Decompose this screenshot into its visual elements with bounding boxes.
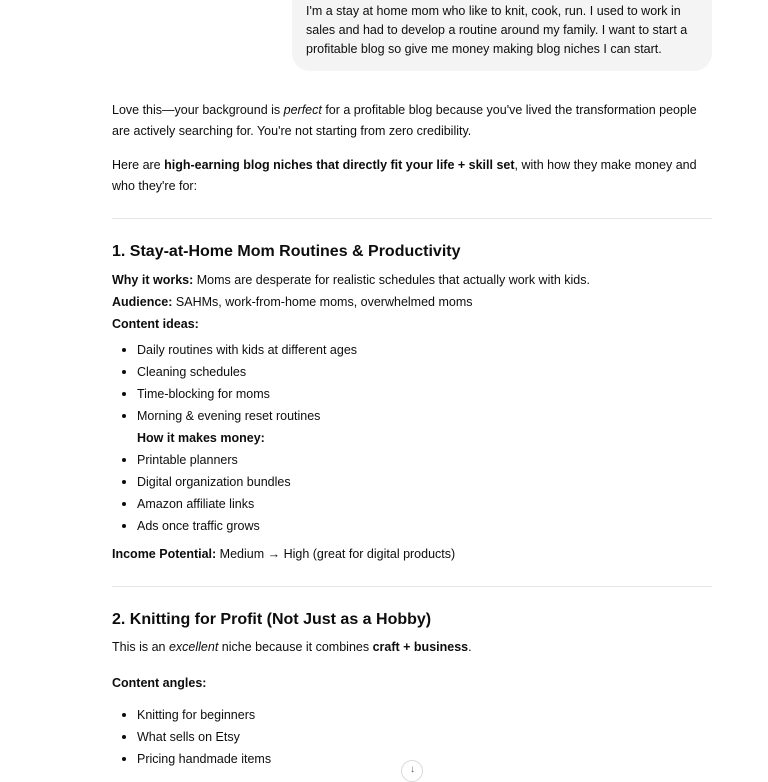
list-item: Pricing handmade items (112, 748, 712, 770)
content-ideas-list (112, 339, 712, 427)
list-item: Time-blocking for moms (112, 383, 712, 405)
list-item: Ads once traffic grows (112, 515, 712, 537)
list-item: Cleaning schedules (112, 361, 712, 383)
section-2-title: 2. Knitting for Profit (Not Just as a Hobby) (112, 611, 432, 628)
assistant-response (112, 100, 712, 770)
list-item: Morning & evening reset routines (112, 405, 712, 427)
list-item: Printable planners (112, 449, 712, 471)
list-item: Knitting for beginners (112, 704, 712, 726)
scroll-down-button[interactable] (401, 760, 423, 782)
list-item: Daily routines with kids at different ages (112, 339, 712, 361)
list-item: Amazon affiliate links (112, 493, 712, 515)
section-stay-at-home-routines (112, 241, 712, 565)
list-item: Digital organization bundles (112, 471, 712, 493)
audience-line: Audience: SAHMs, work-from-home moms, overwhelmed moms (112, 295, 473, 309)
section-1-title: 1. Stay-at-Home Mom Routines & Productivity (112, 243, 461, 260)
income-potential-line: Income Potential: Medium → High (great for digital products) (112, 547, 456, 561)
intro-paragraph-1: Love this—your background is perfect for a profitable blog because you've lived the transformation people are actively searching for. You're not starting from zero credibility. (112, 103, 697, 138)
section-knitting-for-profit (112, 609, 712, 770)
section-divider (112, 586, 712, 587)
how-it-makes-money-label: How it makes money: (137, 431, 265, 445)
content-ideas-label: Content ideas: (112, 317, 199, 331)
user-message-bubble (292, 0, 712, 71)
money-list (112, 449, 712, 537)
content-angles-label: Content angles: (112, 676, 207, 690)
why-it-works-line: Why it works: Moms are desperate for realistic schedules that actually work with kids. (112, 273, 590, 287)
intro-paragraph-2: Here are high-earning blog niches that directly fit your life + skill set, with how they make money and who they're for: (112, 158, 697, 193)
arrow-down-icon: ↓ (410, 764, 415, 775)
section-2-intro: This is an excellent niche because it combines craft + business. (112, 640, 472, 654)
section-divider (112, 218, 712, 219)
list-item: What sells on Etsy (112, 726, 712, 748)
user-message-text: I'm a stay at home mom who like to knit, cook, run. I used to work in sales and had to develop a routine around my family. I want to start a profitable blog so give me money making blog niches I can start. (306, 4, 688, 56)
